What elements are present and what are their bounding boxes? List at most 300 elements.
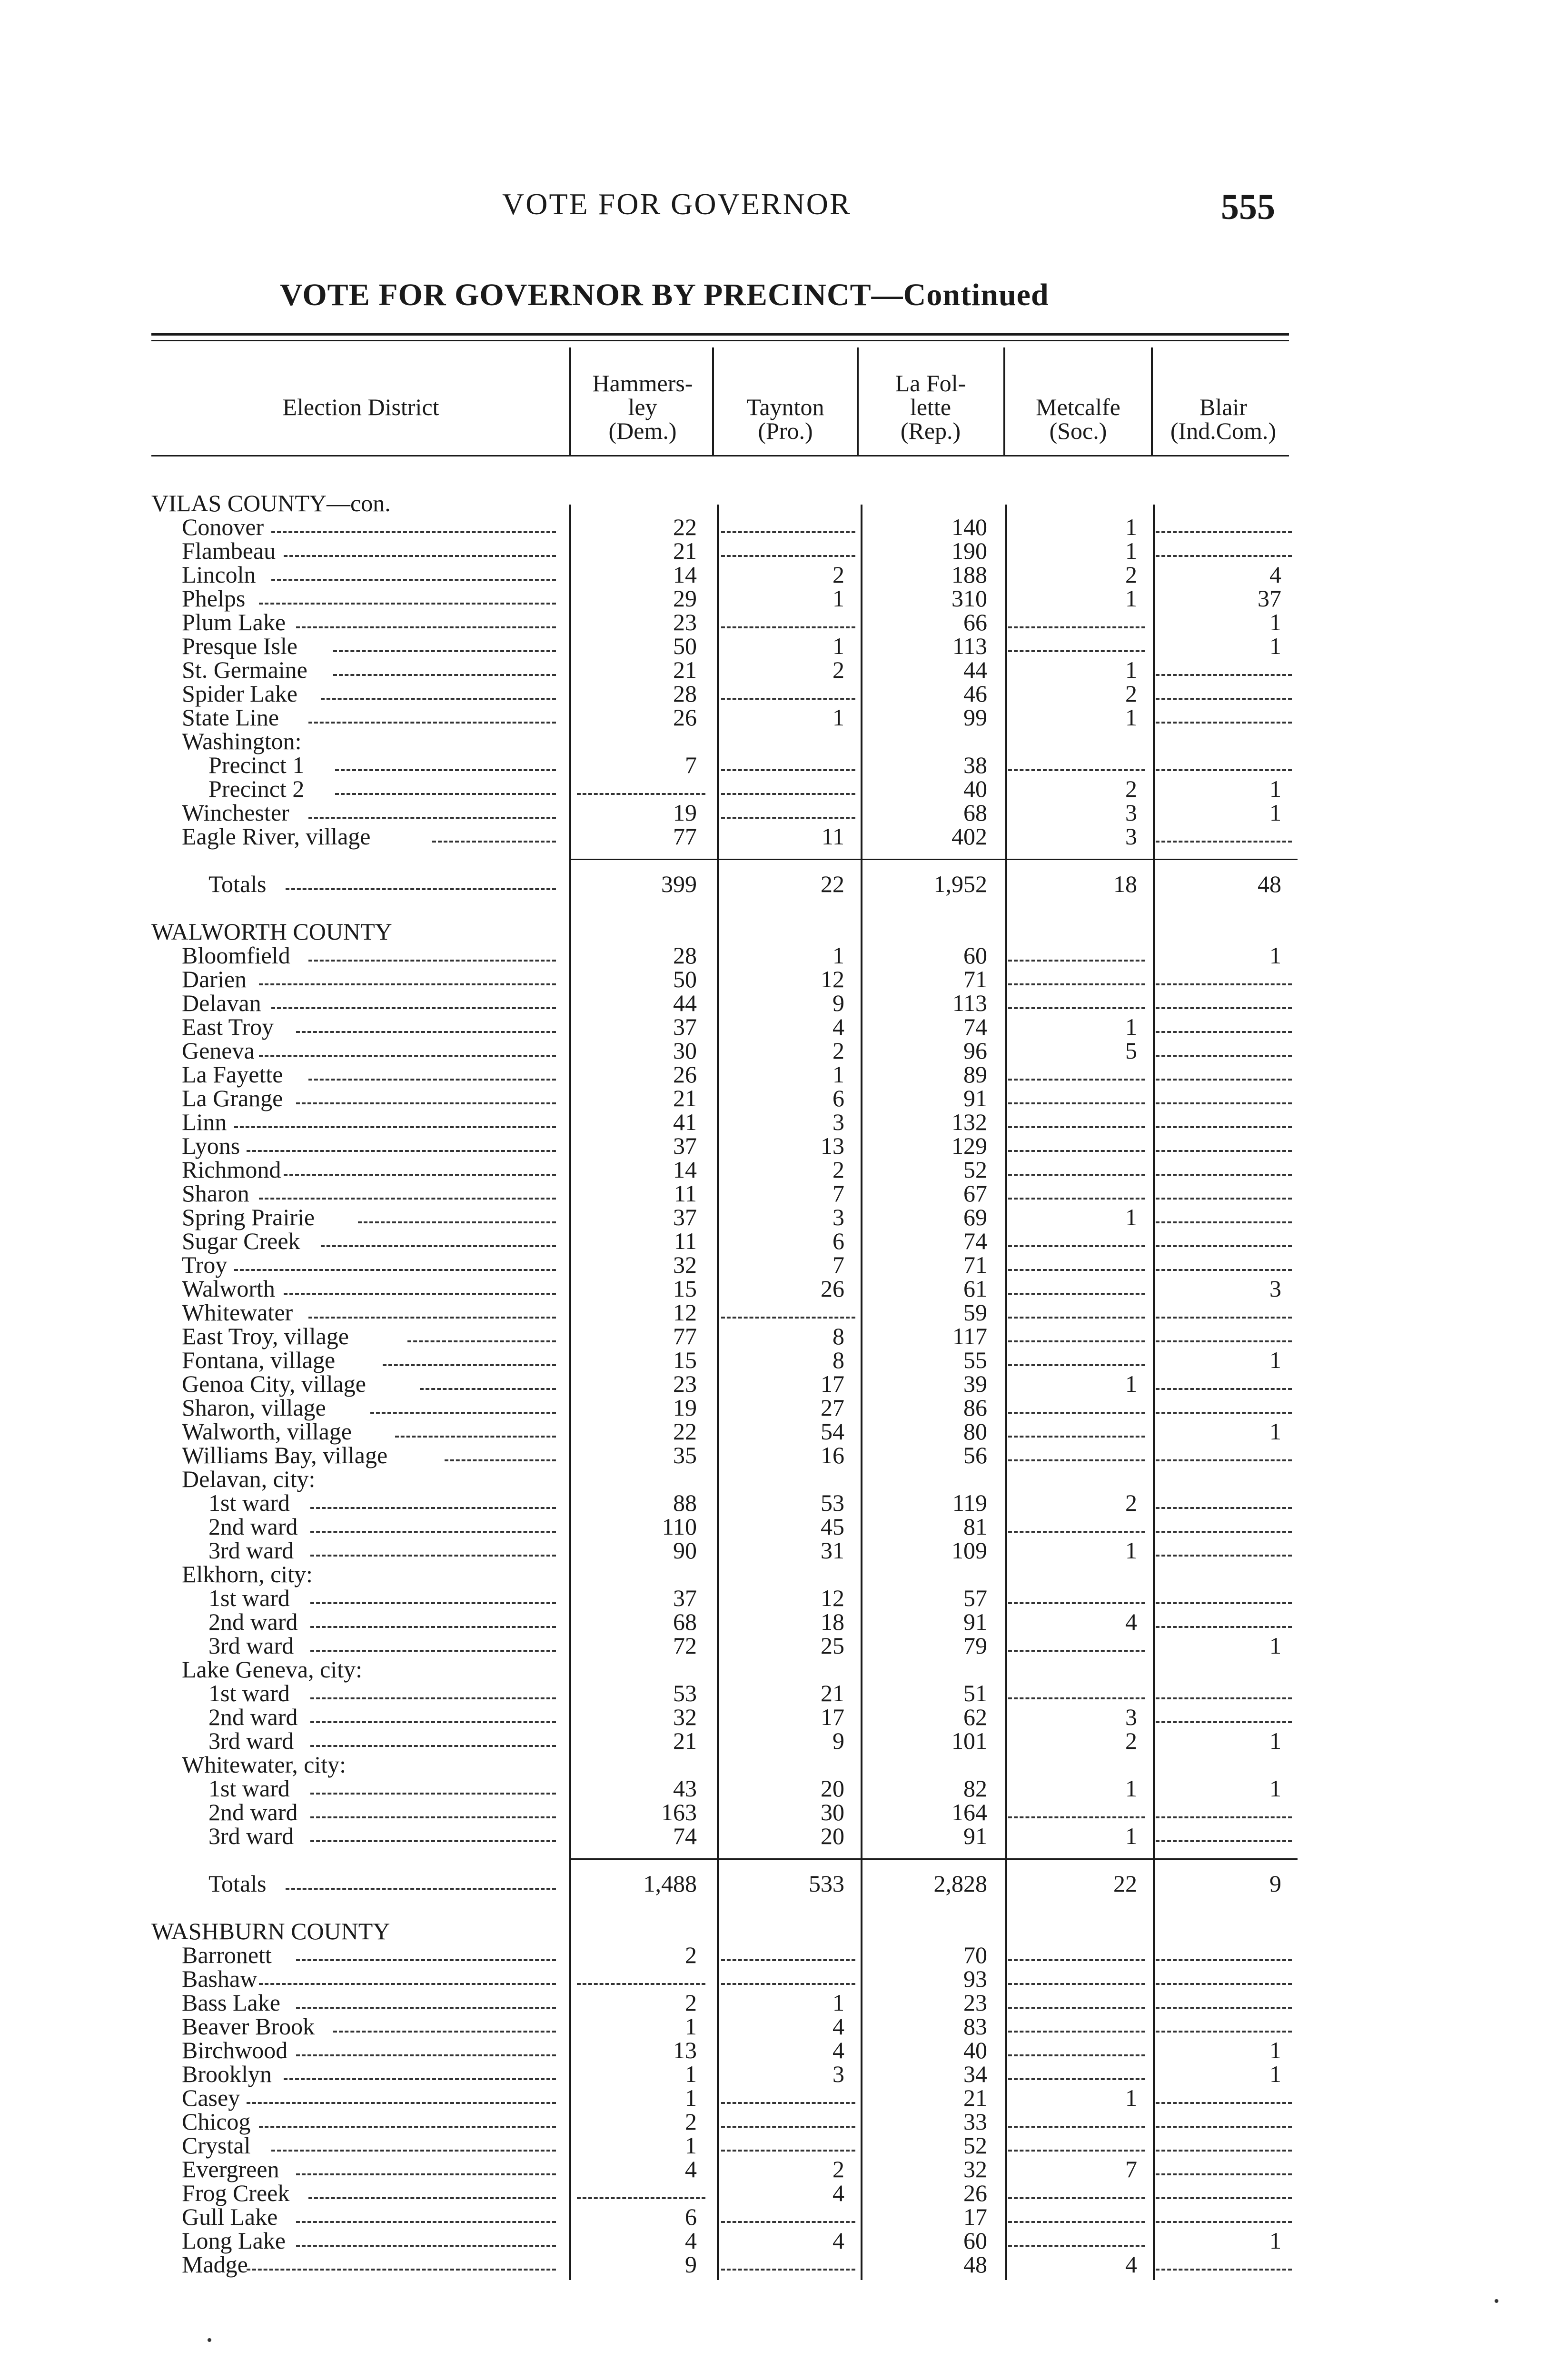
dot-leader xyxy=(296,1102,556,1104)
empty-cell-dash xyxy=(1008,1459,1145,1461)
district-label: Totals xyxy=(208,1870,267,1897)
vote-cell: 8 xyxy=(832,1347,844,1373)
district-label: Walworth xyxy=(182,1275,275,1302)
district-label: Bass Lake xyxy=(182,1989,280,2016)
vote-cell: 1 xyxy=(685,2013,697,2040)
table-row xyxy=(0,1943,1546,1967)
dot-leader xyxy=(432,841,556,843)
table-row xyxy=(0,563,1546,586)
running-title: VOTE FOR GOVERNOR xyxy=(502,187,852,221)
empty-cell-dash xyxy=(1156,1412,1292,1414)
empty-cell-dash xyxy=(1156,2173,1292,2175)
table-row xyxy=(0,2110,1546,2133)
vote-cell: 44 xyxy=(673,990,697,1016)
vote-cell: 90 xyxy=(673,1537,697,1564)
dot-leader xyxy=(308,960,556,962)
dot-leader xyxy=(310,1507,556,1509)
vote-cell: 40 xyxy=(963,775,987,802)
vote-cell: 1 xyxy=(832,704,844,731)
vote-cell: 9 xyxy=(685,2251,697,2278)
table-row xyxy=(0,1776,1546,1800)
vote-cell: 3 xyxy=(1125,799,1137,826)
district-label: Spider Lake xyxy=(182,680,297,707)
vote-cell: 2 xyxy=(685,1989,697,2016)
dot-leader xyxy=(296,1031,556,1033)
table-row xyxy=(0,1181,1546,1205)
totals-row xyxy=(0,1872,1546,1895)
vote-cell: 72 xyxy=(673,1632,697,1659)
empty-cell-dash xyxy=(1156,1269,1292,1271)
section-heading xyxy=(0,1562,1546,1586)
table-row xyxy=(0,1039,1546,1062)
vote-cell: 22 xyxy=(673,1418,697,1445)
section-heading xyxy=(0,1657,1546,1681)
empty-cell-dash xyxy=(577,793,705,795)
table-row xyxy=(0,1991,1546,2014)
row-spacer xyxy=(0,848,1546,872)
empty-cell-dash xyxy=(721,2150,855,2152)
empty-cell-dash xyxy=(721,531,855,533)
dot-leader xyxy=(310,1745,556,1747)
header-metcalfe: Metcalfe (Soc.) xyxy=(1036,394,1120,444)
empty-cell-dash xyxy=(1008,1007,1145,1009)
dot-leader xyxy=(310,1816,556,1818)
vote-cell: 7 xyxy=(685,752,697,778)
district-label: Geneva xyxy=(182,1037,255,1064)
vote-cell: 37 xyxy=(673,1204,697,1230)
vote-cell: 1 xyxy=(1125,1537,1137,1564)
empty-cell-dash xyxy=(721,2126,855,2128)
vote-cell: 11 xyxy=(821,823,844,850)
dot-leader xyxy=(286,888,556,890)
vote-cell: 113 xyxy=(952,990,987,1016)
empty-cell-dash xyxy=(1008,983,1145,985)
table-row xyxy=(0,2181,1546,2205)
empty-cell-dash xyxy=(1156,1031,1292,1033)
vote-cell: 9 xyxy=(832,1727,844,1754)
vote-cell: 1 xyxy=(1269,1418,1281,1445)
dot-leader xyxy=(310,1721,556,1723)
table-row xyxy=(0,2038,1546,2062)
vote-cell: 53 xyxy=(673,1680,697,1706)
vote-cell: 9 xyxy=(1269,1870,1281,1897)
vote-cell: 7 xyxy=(832,1251,844,1278)
table-row xyxy=(0,1134,1546,1158)
table-row xyxy=(0,634,1546,658)
header-la-follette: La Fol- lette (Rep.) xyxy=(895,370,966,444)
table-row xyxy=(0,967,1546,991)
vote-cell: 1 xyxy=(1125,1013,1137,1040)
dot-leader xyxy=(308,817,556,819)
vote-cell: 1 xyxy=(1125,2084,1137,2111)
empty-cell-dash xyxy=(1008,2150,1145,2152)
table-row xyxy=(0,658,1546,682)
empty-cell-dash xyxy=(1008,1269,1145,1271)
vote-cell: 2 xyxy=(1125,561,1137,588)
dot-leader xyxy=(284,2078,556,2080)
vote-cell: 1 xyxy=(1269,799,1281,826)
totals-rule xyxy=(569,1858,1298,1860)
table-row xyxy=(0,1586,1546,1610)
table-row xyxy=(0,610,1546,634)
dot-leader xyxy=(284,555,556,557)
district-label: Whitewater, city: xyxy=(182,1751,347,1778)
vote-cell: 82 xyxy=(963,1775,987,1802)
empty-cell-dash xyxy=(1008,650,1145,652)
empty-cell-dash xyxy=(1156,1221,1292,1223)
vote-cell: 188 xyxy=(951,561,987,588)
vote-cell: 61 xyxy=(963,1275,987,1302)
vote-cell: 91 xyxy=(963,1085,987,1111)
district-label: 3rd ward xyxy=(208,1632,294,1659)
vote-cell: 1 xyxy=(1269,633,1281,659)
empty-cell-dash xyxy=(1008,1959,1145,1961)
vote-cell: 21 xyxy=(673,537,697,564)
dot-leader xyxy=(420,1388,556,1390)
dot-leader xyxy=(333,650,556,652)
vote-cell: 37 xyxy=(673,1585,697,1611)
vote-cell: 21 xyxy=(821,1680,844,1706)
vote-cell: 96 xyxy=(963,1037,987,1064)
empty-cell-dash xyxy=(1156,531,1292,533)
empty-cell-dash xyxy=(1156,1507,1292,1509)
district-label: Eagle River, village xyxy=(182,823,371,850)
vote-cell: 23 xyxy=(673,1370,697,1397)
vote-cell: 25 xyxy=(821,1632,844,1659)
vote-cell: 80 xyxy=(963,1418,987,1445)
dot-leader xyxy=(247,2269,556,2271)
vote-cell: 93 xyxy=(963,1965,987,1992)
vote-cell: 402 xyxy=(951,823,987,850)
district-label: Casey xyxy=(182,2084,240,2111)
dot-leader xyxy=(284,1293,556,1295)
vote-cell: 27 xyxy=(821,1394,844,1421)
table-row xyxy=(0,1419,1546,1443)
vote-cell: 32 xyxy=(673,1704,697,1730)
vote-cell: 1 xyxy=(1125,1204,1137,1230)
table-row xyxy=(0,777,1546,801)
empty-cell-dash xyxy=(721,555,855,557)
district-label: Conover xyxy=(182,514,264,540)
empty-cell-dash xyxy=(1156,1007,1292,1009)
empty-cell-dash xyxy=(1156,1840,1292,1842)
vote-cell: 117 xyxy=(952,1323,987,1349)
vote-cell: 1 xyxy=(1269,942,1281,969)
district-label: WALWORTH COUNTY xyxy=(151,918,392,945)
vote-cell: 16 xyxy=(821,1442,844,1468)
print-speck xyxy=(208,2338,211,2342)
vote-cell: 37 xyxy=(673,1013,697,1040)
empty-cell-dash xyxy=(1008,1650,1145,1652)
dot-leader xyxy=(271,579,556,581)
vote-cell: 4 xyxy=(832,2227,844,2254)
empty-cell-dash xyxy=(1156,1602,1292,1604)
section-heading xyxy=(0,1919,1546,1943)
table-row xyxy=(0,1396,1546,1419)
dot-leader xyxy=(383,1364,556,1366)
vote-cell: 190 xyxy=(951,537,987,564)
dot-leader xyxy=(259,603,556,605)
vote-cell: 1 xyxy=(1269,2061,1281,2087)
vote-cell: 68 xyxy=(963,799,987,826)
vote-cell: 1 xyxy=(1269,609,1281,635)
table-row xyxy=(0,1277,1546,1300)
table-row xyxy=(0,824,1546,848)
table-row xyxy=(0,1110,1546,1134)
dot-leader xyxy=(310,1650,556,1652)
vote-cell: 4 xyxy=(832,2013,844,2040)
empty-cell-dash xyxy=(721,626,855,628)
vote-cell: 22 xyxy=(673,514,697,540)
vote-cell: 99 xyxy=(963,704,987,731)
vote-cell: 43 xyxy=(673,1775,697,1802)
district-label: Whitewater xyxy=(182,1299,293,1326)
district-label: Bloomfield xyxy=(182,942,290,969)
dot-leader xyxy=(296,626,556,628)
dot-leader xyxy=(335,769,556,771)
dot-leader xyxy=(259,1198,556,1200)
vote-cell: 101 xyxy=(951,1727,987,1754)
empty-cell-dash xyxy=(1156,2197,1292,2199)
vote-cell: 3 xyxy=(832,1109,844,1135)
vote-cell: 1 xyxy=(1269,1347,1281,1373)
district-label: Winchester xyxy=(182,799,289,826)
vote-cell: 1 xyxy=(685,2061,697,2087)
vote-cell: 2 xyxy=(685,1942,697,1968)
vote-cell: 119 xyxy=(952,1489,987,1516)
vote-cell: 50 xyxy=(673,633,697,659)
header-election-district: Election District xyxy=(282,394,439,420)
district-label: Elkhorn, city: xyxy=(182,1561,313,1587)
header-hammersley: Hammers- ley (Dem.) xyxy=(592,370,693,444)
vote-cell: 1 xyxy=(1269,775,1281,802)
vote-cell: 51 xyxy=(963,1680,987,1706)
district-label: 2nd ward xyxy=(208,1704,298,1730)
empty-cell-dash xyxy=(1156,2221,1292,2223)
empty-cell-dash xyxy=(1008,1816,1145,1818)
vote-cell: 8 xyxy=(832,1323,844,1349)
vote-cell: 60 xyxy=(963,2227,987,2254)
vote-cell: 45 xyxy=(821,1513,844,1540)
vote-cell: 59 xyxy=(963,1299,987,1326)
vote-cell: 164 xyxy=(951,1799,987,1825)
empty-cell-dash xyxy=(1156,1174,1292,1176)
dot-leader xyxy=(310,1531,556,1533)
empty-cell-dash xyxy=(1156,769,1292,771)
empty-cell-dash xyxy=(1008,2197,1145,2199)
dot-leader xyxy=(296,2245,556,2247)
table-row xyxy=(0,2229,1546,2252)
vote-cell: 1 xyxy=(1269,1727,1281,1754)
vote-cell: 11 xyxy=(674,1180,697,1207)
vote-cell: 1 xyxy=(1125,1370,1137,1397)
vote-cell: 12 xyxy=(821,966,844,992)
district-label: 2nd ward xyxy=(208,1799,298,1825)
empty-cell-dash xyxy=(1156,722,1292,724)
district-label: La Fayette xyxy=(182,1061,283,1088)
vote-cell: 21 xyxy=(963,2084,987,2111)
vote-cell: 15 xyxy=(673,1275,697,1302)
vote-cell: 22 xyxy=(1113,1870,1137,1897)
vote-cell: 2 xyxy=(832,1037,844,1064)
empty-cell-dash xyxy=(577,2197,705,2199)
dot-leader xyxy=(308,2197,556,2199)
vote-cell: 74 xyxy=(963,1013,987,1040)
vote-cell: 163 xyxy=(661,1799,697,1825)
table-row xyxy=(0,2014,1546,2038)
table-row xyxy=(0,539,1546,563)
vote-cell: 3 xyxy=(1125,1704,1137,1730)
col-divider xyxy=(1151,347,1153,455)
empty-cell-dash xyxy=(1008,2126,1145,2128)
dot-leader xyxy=(308,722,556,724)
table-row xyxy=(0,2062,1546,2086)
totals-row xyxy=(0,872,1546,896)
empty-cell-dash xyxy=(1156,1388,1292,1390)
empty-cell-dash xyxy=(1156,1079,1292,1081)
vote-cell: 7 xyxy=(1125,2156,1137,2182)
table-row xyxy=(0,1324,1546,1348)
vote-cell: 68 xyxy=(673,1608,697,1635)
empty-cell-dash xyxy=(1156,1626,1292,1628)
district-label: Walworth, village xyxy=(182,1418,352,1445)
row-spacer xyxy=(0,1895,1546,1919)
vote-cell: 32 xyxy=(963,2156,987,2182)
table-title: VOTE FOR GOVERNOR BY PRECINCT—Continued xyxy=(280,278,1049,312)
vote-cell: 1 xyxy=(832,633,844,659)
vote-cell: 2,828 xyxy=(933,1870,987,1897)
empty-cell-dash xyxy=(1008,626,1145,628)
table-row xyxy=(0,2157,1546,2181)
vote-cell: 1 xyxy=(832,942,844,969)
empty-cell-dash xyxy=(577,1983,705,1985)
empty-cell-dash xyxy=(1008,2007,1145,2009)
vote-cell: 110 xyxy=(662,1513,697,1540)
vote-cell: 67 xyxy=(963,1180,987,1207)
dot-leader xyxy=(333,2031,556,2033)
empty-cell-dash xyxy=(1156,1721,1292,1723)
empty-cell-dash xyxy=(721,2221,855,2223)
table-row xyxy=(0,1705,1546,1729)
district-label: Richmond xyxy=(182,1156,281,1183)
vote-cell: 77 xyxy=(673,823,697,850)
vote-cell: 9 xyxy=(832,990,844,1016)
district-label: 1st ward xyxy=(208,1680,290,1706)
vote-cell: 56 xyxy=(963,1442,987,1468)
vote-cell: 533 xyxy=(809,1870,844,1897)
dot-leader xyxy=(370,1412,556,1414)
vote-cell: 79 xyxy=(963,1632,987,1659)
empty-cell-dash xyxy=(721,2102,855,2104)
vote-cell: 81 xyxy=(963,1513,987,1540)
empty-cell-dash xyxy=(1156,1055,1292,1057)
vote-cell: 60 xyxy=(963,942,987,969)
page-number: 555 xyxy=(1221,187,1275,227)
vote-cell: 88 xyxy=(673,1489,697,1516)
district-label: Bashaw xyxy=(182,1965,258,1992)
vote-cell: 20 xyxy=(821,1823,844,1849)
vote-cell: 55 xyxy=(963,1347,987,1373)
vote-cell: 20 xyxy=(821,1775,844,1802)
vote-cell: 310 xyxy=(951,585,987,612)
district-label: Brooklyn xyxy=(182,2061,272,2087)
print-speck xyxy=(1495,2299,1498,2303)
vote-cell: 71 xyxy=(963,966,987,992)
vote-cell: 12 xyxy=(673,1299,697,1326)
empty-cell-dash xyxy=(721,1983,855,1985)
empty-cell-dash xyxy=(721,769,855,771)
table-row xyxy=(0,1443,1546,1467)
empty-cell-dash xyxy=(1008,1317,1145,1319)
empty-cell-dash xyxy=(1008,1079,1145,1081)
vote-cell: 1 xyxy=(685,2084,697,2111)
empty-cell-dash xyxy=(1008,2054,1145,2056)
dot-leader xyxy=(310,1602,556,1604)
empty-cell-dash xyxy=(1156,983,1292,985)
vote-cell: 53 xyxy=(821,1489,844,1516)
vote-cell: 26 xyxy=(821,1275,844,1302)
district-label: 1st ward xyxy=(208,1775,290,1802)
vote-cell: 71 xyxy=(963,1251,987,1278)
table-row xyxy=(0,2252,1546,2276)
vote-cell: 17 xyxy=(821,1704,844,1730)
district-label: WASHBURN COUNTY xyxy=(151,1918,390,1944)
vote-cell: 13 xyxy=(821,1132,844,1159)
empty-cell-dash xyxy=(1156,2269,1292,2271)
vote-cell: 33 xyxy=(963,2108,987,2135)
vote-cell: 2 xyxy=(1125,1489,1137,1516)
vote-cell: 2 xyxy=(832,561,844,588)
dot-leader xyxy=(308,1079,556,1081)
vote-cell: 1 xyxy=(1125,1823,1137,1849)
vote-cell: 1 xyxy=(1125,585,1137,612)
vote-cell: 48 xyxy=(963,2251,987,2278)
table-row xyxy=(0,991,1546,1015)
vote-cell: 2 xyxy=(832,2156,844,2182)
section-heading xyxy=(0,491,1546,515)
vote-cell: 2 xyxy=(1125,775,1137,802)
empty-cell-dash xyxy=(1008,1126,1145,1128)
dot-leader xyxy=(271,1007,556,1009)
vote-cell: 140 xyxy=(951,514,987,540)
empty-cell-dash xyxy=(721,1959,855,1961)
vote-cell: 23 xyxy=(963,1989,987,2016)
empty-cell-dash xyxy=(1008,1340,1145,1342)
district-label: Madge xyxy=(182,2251,248,2278)
district-label: Long Lake xyxy=(182,2227,286,2254)
table-row xyxy=(0,515,1546,539)
dot-leader xyxy=(259,983,556,985)
vote-cell: 19 xyxy=(673,799,697,826)
vote-cell: 1,488 xyxy=(643,1870,697,1897)
district-label: 3rd ward xyxy=(208,1537,294,1564)
empty-cell-dash xyxy=(1156,1150,1292,1152)
table-row xyxy=(0,1491,1546,1515)
section-heading xyxy=(0,729,1546,753)
empty-cell-dash xyxy=(1008,769,1145,771)
district-label: Frog Creek xyxy=(182,2180,290,2206)
dot-leader xyxy=(296,2221,556,2223)
vote-cell: 21 xyxy=(673,1085,697,1111)
vote-cell: 11 xyxy=(674,1228,697,1254)
dot-leader xyxy=(310,1697,556,1699)
district-label: Darien xyxy=(182,966,247,992)
table-row xyxy=(0,1515,1546,1538)
vote-cell: 32 xyxy=(673,1251,697,1278)
vote-cell: 35 xyxy=(673,1442,697,1468)
district-label: Fontana, village xyxy=(182,1347,336,1373)
vote-cell: 3 xyxy=(1125,823,1137,850)
